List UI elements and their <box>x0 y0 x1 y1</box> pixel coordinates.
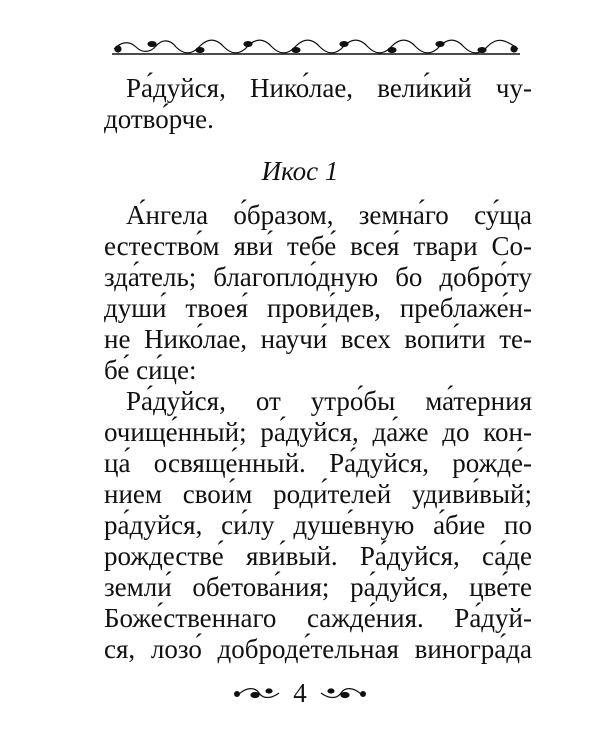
text-line: очище́нный; ра́дуйся, да́же до кон- <box>104 417 532 447</box>
opening-paragraph <box>104 73 532 135</box>
text-line: нием свои́м роди́телей удиви́вый; <box>104 479 532 509</box>
left-flourish-icon <box>233 685 281 701</box>
text-line: души́ твоея́ прови́дев, преблаже́н- <box>104 293 532 323</box>
text-line: А́нгела о́бразом, земна́го су́ща <box>126 200 532 230</box>
section-heading: Икос 1 <box>261 156 339 186</box>
text-line: рождестве́ яви́вый. Ра́дуйся, са́де <box>104 541 532 571</box>
text-line: дотво́рче. <box>104 104 214 134</box>
right-flourish-icon <box>319 685 367 701</box>
page-footer <box>0 678 600 708</box>
page-number: 4 <box>293 678 307 708</box>
text-line: земли́ обетова́ния; ра́дуйся, цве́те <box>104 572 532 602</box>
paragraph-1 <box>104 200 532 386</box>
text-line: Боже́ственнаго сажде́ния. Ра́дуй- <box>104 603 532 633</box>
text-line: ся, лозо́ доброде́тельная виногра́да <box>104 634 532 664</box>
paragraph-2 <box>104 386 532 665</box>
text-line: ра́дуйся, си́лу душе́вную а́бие по <box>104 510 532 540</box>
text-line: ца́ освяще́нный. Ра́дуйся, рожде́- <box>104 448 532 478</box>
text-line: бе́ си́це: <box>104 355 197 385</box>
text-line: Ра́дуйся, от утро́бы ма́терния <box>126 386 532 416</box>
text-line: Ра́дуйся, Нико́лае, вели́кий чу- <box>126 73 532 103</box>
text-line: зда́тель; благопло́дную бо добро́ту <box>104 262 532 292</box>
text-line: не Нико́лае, научи́ всех вопи́ти те- <box>104 324 532 354</box>
text-line: естество́м яви́ тебе́ всея́ твари Со- <box>104 231 532 261</box>
top-ornament-border <box>112 35 520 57</box>
